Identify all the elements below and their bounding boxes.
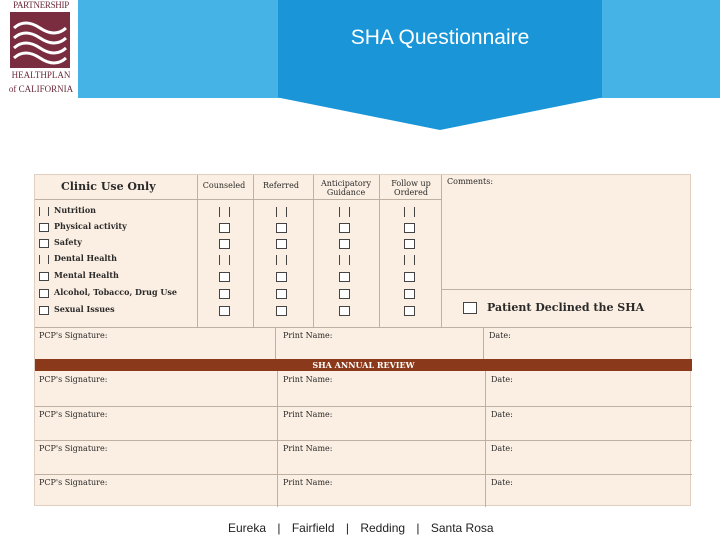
checkbox[interactable] xyxy=(404,306,415,316)
checkbox[interactable] xyxy=(276,223,287,233)
checkbox[interactable] xyxy=(339,255,350,265)
checkbox[interactable] xyxy=(219,207,230,217)
page-title: SHA Questionnaire xyxy=(350,26,530,49)
checkbox[interactable] xyxy=(276,272,287,282)
footer-locations xyxy=(228,521,494,535)
topic-label: Safety xyxy=(54,237,82,247)
print-name-label: Print Name: xyxy=(283,410,333,419)
logo-wave-icon xyxy=(10,12,70,68)
topic-label: Alcohol, Tobacco, Drug Use xyxy=(54,287,177,297)
signature-row xyxy=(35,407,692,441)
checkbox[interactable] xyxy=(219,306,230,316)
checkbox[interactable] xyxy=(404,239,415,249)
location-santa-rosa: Santa Rosa xyxy=(430,521,494,535)
checkbox[interactable] xyxy=(276,255,287,265)
topic-label: Nutrition xyxy=(54,205,96,215)
column-referred: Referred xyxy=(263,181,299,190)
signature-row xyxy=(35,475,692,509)
pcp-signature-label: PCP's Signature: xyxy=(39,331,108,340)
topic-mental-health[interactable] xyxy=(39,270,199,284)
logo-line2: of CALIFORNIA xyxy=(8,84,74,94)
pcp-signature-label: PCP's Signature: xyxy=(39,444,108,453)
signature-row xyxy=(35,372,692,406)
checkbox[interactable] xyxy=(339,207,350,217)
date-label: Date: xyxy=(491,444,513,453)
topic-safety[interactable] xyxy=(39,237,199,251)
date-label: Date: xyxy=(491,410,513,419)
date-label: Date: xyxy=(489,331,511,340)
footer-separator: | xyxy=(277,521,281,535)
checkbox[interactable] xyxy=(339,289,350,299)
checkbox[interactable] xyxy=(339,223,350,233)
sha-form xyxy=(34,174,691,506)
checkbox[interactable] xyxy=(404,255,415,265)
location-fairfield: Fairfield xyxy=(291,521,335,535)
location-eureka: Eureka xyxy=(228,521,267,535)
topic-alcohol-tobacco-drug[interactable] xyxy=(39,287,199,301)
checkbox[interactable] xyxy=(404,207,415,217)
partnership-logo xyxy=(6,0,76,98)
declined-checkbox[interactable] xyxy=(463,302,477,314)
patient-declined-option[interactable] xyxy=(463,301,644,314)
checkbox[interactable] xyxy=(404,223,415,233)
topic-label: Dental Health xyxy=(54,253,117,263)
date-label: Date: xyxy=(491,375,513,384)
column-anticipatory-guidance: Anticipatory Guidance xyxy=(320,179,371,197)
footer-separator: | xyxy=(416,521,420,535)
checkbox[interactable] xyxy=(219,255,230,265)
comments-label: Comments: xyxy=(447,177,494,186)
checkbox[interactable] xyxy=(219,272,230,282)
pcp-signature-label: PCP's Signature: xyxy=(39,410,108,419)
signature-row xyxy=(35,441,692,475)
topic-sexual-issues[interactable] xyxy=(39,304,199,318)
checkbox[interactable] xyxy=(276,306,287,316)
checkbox[interactable] xyxy=(339,306,350,316)
checkbox[interactable] xyxy=(339,239,350,249)
topic-dental-health[interactable] xyxy=(39,253,199,267)
declined-label: Patient Declined the SHA xyxy=(487,301,645,314)
print-name-label: Print Name: xyxy=(283,478,333,487)
checkbox[interactable] xyxy=(404,272,415,282)
location-redding: Redding xyxy=(360,521,406,535)
footer-separator: | xyxy=(345,521,349,535)
pcp-signature-label: PCP's Signature: xyxy=(39,375,108,384)
column-counseled: Counseled xyxy=(202,181,246,190)
clinic-use-title: Clinic Use Only xyxy=(61,180,156,193)
topic-label: Mental Health xyxy=(54,270,119,280)
print-name-label: Print Name: xyxy=(283,331,333,340)
logo-line1: HEALTHPLAN xyxy=(11,70,71,80)
topic-label: Sexual Issues xyxy=(54,304,115,314)
print-name-label: Print Name: xyxy=(283,444,333,453)
checkbox[interactable] xyxy=(276,207,287,217)
checkbox[interactable] xyxy=(219,289,230,299)
title-banner xyxy=(278,0,602,130)
checkbox[interactable] xyxy=(276,289,287,299)
topic-label: Physical activity xyxy=(54,221,127,231)
checkbox[interactable] xyxy=(276,239,287,249)
logo-top-text: PARTNERSHIP xyxy=(13,0,69,10)
annual-review-banner: SHA ANNUAL REVIEW xyxy=(35,359,692,371)
pcp-signature-label: PCP's Signature: xyxy=(39,478,108,487)
signature-row xyxy=(35,328,692,362)
checkbox[interactable] xyxy=(219,223,230,233)
print-name-label: Print Name: xyxy=(283,375,333,384)
checkbox[interactable] xyxy=(404,289,415,299)
topic-nutrition[interactable] xyxy=(39,205,199,219)
topic-physical-activity[interactable] xyxy=(39,221,199,235)
column-follow-up: Follow up Ordered xyxy=(391,179,431,197)
date-label: Date: xyxy=(491,478,513,487)
checkbox[interactable] xyxy=(219,239,230,249)
checkbox[interactable] xyxy=(339,272,350,282)
